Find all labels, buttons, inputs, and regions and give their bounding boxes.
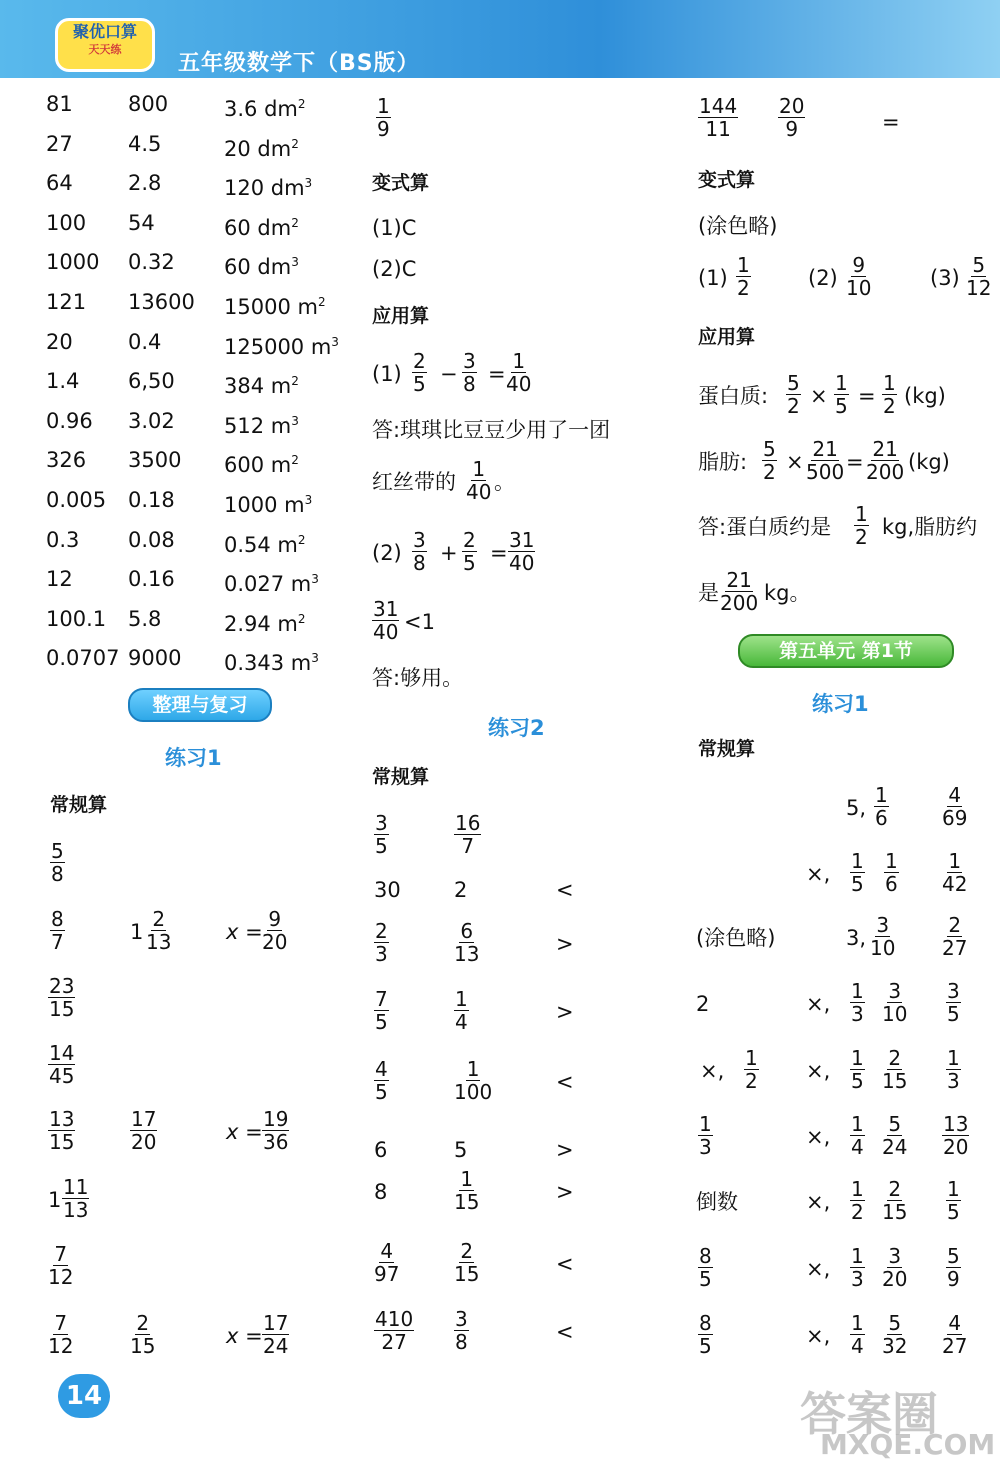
fraction: 8 7	[51, 907, 64, 954]
fraction: 1 100	[454, 1057, 493, 1104]
table-cell: 20	[46, 329, 73, 354]
equation-label: x =	[226, 1324, 263, 1348]
unit-exponent: 2	[291, 453, 299, 468]
exercise-title: 练习1	[165, 746, 222, 770]
unit-value: 20 dm	[224, 136, 292, 161]
unit-value: 600 m	[224, 453, 292, 478]
table-cell: 0.96	[46, 408, 93, 433]
answer-text: 答:够用。	[372, 666, 464, 690]
brand-logo	[55, 18, 155, 72]
table-cell: 1000	[46, 250, 100, 275]
fraction: 21 500	[806, 437, 845, 484]
section-label: 常规算	[698, 738, 756, 760]
fraction: 1 40	[466, 457, 492, 504]
table-cell: 100.1	[46, 606, 107, 631]
item-number: (1)	[372, 362, 402, 386]
table-cell-unit	[224, 607, 306, 636]
number-cell: 6	[374, 1138, 388, 1162]
answer-text: ×,	[806, 862, 831, 886]
equation-label: x =	[226, 1120, 263, 1144]
fraction: 1 42	[942, 849, 968, 896]
fraction: 5 2	[787, 371, 800, 418]
table-cell: 0.16	[128, 567, 175, 592]
answer-text: kg。	[764, 581, 811, 605]
table-cell: 12	[46, 567, 73, 592]
number-cell: 30	[374, 878, 401, 902]
table-cell: 0.0707	[46, 646, 120, 671]
item-number: (2)	[372, 541, 402, 565]
table-cell: 3.02	[128, 408, 175, 433]
fraction: 31 40	[509, 528, 535, 575]
unit-exponent: 2	[297, 532, 306, 547]
unit-value: 60 dm	[224, 255, 292, 280]
unit-value: 384 m	[224, 374, 292, 399]
fraction: 1 6	[885, 849, 898, 896]
table-cell: 121	[46, 290, 87, 314]
fraction: 7 12	[48, 1242, 74, 1289]
table-cell: 0.08	[128, 527, 175, 552]
unit-exponent: 3	[291, 255, 299, 270]
table-cell: 0.32	[128, 250, 175, 275]
fraction: 20 9	[779, 94, 805, 141]
table-cell: 1.4	[46, 369, 80, 394]
operator: +	[440, 541, 458, 565]
unit-exponent: 3	[304, 493, 313, 507]
fraction: 2 5	[463, 528, 476, 575]
fraction: 5 32	[882, 1311, 908, 1358]
fraction: 1 4	[455, 987, 468, 1034]
table-cell: 27	[46, 131, 73, 156]
table-cell: 100	[46, 210, 87, 235]
operator: −	[440, 362, 458, 386]
number-cell: 2	[454, 878, 468, 902]
answer-text: ×,	[806, 1324, 831, 1348]
answer-text: ×,	[806, 1125, 831, 1149]
unit-value: 1000 m	[224, 493, 305, 517]
fraction: 3 10	[870, 913, 896, 960]
table-cell-unit	[224, 409, 299, 438]
unit-value: 0.027 m	[224, 572, 312, 597]
fraction: 3 8	[463, 349, 476, 396]
unit-exponent: 3	[304, 176, 313, 191]
unit-value: 15000 m	[224, 295, 318, 319]
fraction: 21 200	[720, 568, 759, 615]
table-cell-unit	[224, 171, 312, 200]
fraction: 13 15	[49, 1107, 75, 1154]
watermark-url: MXQE.COM	[820, 1428, 996, 1461]
operator: =	[846, 450, 864, 474]
table-cell-unit	[224, 528, 306, 557]
fraction: 13 20	[943, 1112, 969, 1159]
comparison-sign: <	[556, 1070, 574, 1094]
unit-exponent: 3	[311, 572, 319, 587]
fraction: 4 97	[374, 1239, 400, 1286]
answer-text: 倒数	[696, 1190, 738, 1214]
table-cell: 13600	[128, 290, 195, 314]
section-pill-unit: 第五单元 第1节	[738, 634, 954, 668]
fraction: 17 20	[131, 1107, 157, 1154]
fraction: 6 13	[454, 919, 480, 966]
unit-value: 512 m	[224, 413, 292, 438]
number-cell: 5	[454, 1138, 468, 1162]
fraction: 21 200	[866, 437, 905, 484]
answer-text: 。	[494, 470, 515, 494]
fraction: 2 15	[454, 1239, 480, 1286]
fraction: 1 2	[851, 1177, 864, 1224]
fraction: 2 15	[130, 1311, 156, 1358]
table-cell-unit	[224, 330, 339, 359]
fraction: 8 5	[699, 1311, 712, 1358]
fraction: 8 5	[699, 1244, 712, 1291]
answer-text: 是	[698, 581, 719, 605]
fraction: 1 9	[377, 94, 390, 141]
watermark-text: 答案圈	[800, 1387, 938, 1441]
fraction: 16 7	[455, 811, 481, 858]
fraction: 3 10	[882, 979, 908, 1026]
unit-value: 60 dm	[224, 215, 292, 240]
fraction: 144 11	[699, 94, 738, 141]
fraction: 1 3	[947, 1046, 960, 1093]
fraction: 4 69	[942, 783, 968, 830]
table-cell: 5.8	[128, 606, 162, 631]
fraction: 2 13	[146, 907, 172, 954]
answer-text: (2)C	[372, 257, 417, 281]
fraction: 7 12	[48, 1311, 74, 1358]
table-cell: 54	[128, 210, 155, 235]
whole-number: 1	[48, 1188, 62, 1212]
item-number: (3)	[930, 266, 960, 290]
unit-value: 0.54 m	[224, 532, 298, 557]
fraction: 1 5	[947, 1177, 960, 1224]
answer-text: (涂色略)	[696, 926, 776, 950]
table-cell: 0.005	[46, 488, 107, 512]
fraction: 17 24	[263, 1311, 289, 1358]
fraction: 31 40	[373, 597, 399, 644]
answer-text: 蛋白质:	[698, 384, 769, 408]
answer-text: 2	[696, 992, 710, 1016]
table-cell: 9000	[128, 646, 182, 671]
section-label: 变式算	[698, 169, 756, 191]
table-cell: 3500	[128, 448, 182, 473]
fraction: 23 15	[49, 974, 75, 1021]
table-cell: 4.5	[128, 131, 162, 156]
table-cell-unit	[224, 646, 319, 675]
answer-text: 答:蛋白质约是	[698, 515, 832, 539]
comparison-sign: >	[556, 1000, 574, 1024]
answer-text: ×,	[806, 992, 831, 1016]
logo-line2: 天天练	[88, 43, 122, 56]
fraction: 3 20	[882, 1244, 908, 1291]
operator: ×	[786, 450, 804, 474]
answer-text: 3,	[846, 926, 867, 950]
answer-text: 脂肪:	[698, 450, 748, 474]
fraction: 5 9	[947, 1244, 960, 1291]
unit-exponent: 2	[291, 215, 299, 230]
table-cell-unit	[224, 290, 326, 319]
fraction: 1 4	[851, 1112, 864, 1159]
table-cell-unit	[224, 448, 299, 477]
answer-text: ×,	[806, 1059, 831, 1083]
table-cell-unit	[224, 250, 299, 279]
table-cell-unit	[224, 211, 299, 240]
fraction: 14 45	[49, 1041, 75, 1088]
answer-text: ×,	[806, 1257, 831, 1281]
fraction: 2 3	[375, 919, 388, 966]
fraction: 5 8	[51, 839, 64, 886]
whole-number: 1	[130, 920, 144, 944]
comparison-sign: >	[556, 1180, 574, 1204]
unit-exponent: 3	[311, 651, 319, 666]
section-label: 应用算	[372, 305, 430, 327]
fraction: 1 2	[745, 1046, 758, 1093]
fraction: 1 2	[737, 253, 750, 300]
answer-text: 5,	[846, 796, 867, 820]
fraction: 2 15	[882, 1046, 908, 1093]
fraction: 4 27	[942, 1311, 968, 1358]
table-cell-unit	[224, 567, 319, 596]
fraction: 1 40	[506, 349, 532, 396]
fraction: 3 5	[947, 979, 960, 1026]
comparison-sign: >	[556, 932, 574, 956]
unit-text: (kg)	[904, 384, 946, 408]
table-cell-unit	[224, 369, 299, 398]
fraction: 1 3	[699, 1112, 712, 1159]
fraction: 1 15	[454, 1167, 480, 1214]
fraction: 5 12	[966, 253, 992, 300]
operator: =	[882, 110, 900, 134]
comparison-sign: >	[556, 1138, 574, 1162]
answer-text: ×,	[806, 1190, 831, 1214]
unit-exponent: 2	[291, 136, 299, 151]
unit-exponent: 2	[291, 374, 299, 389]
unit-value: 120 dm	[224, 176, 305, 201]
table-cell: 81	[46, 92, 73, 116]
fraction: 2 5	[413, 349, 426, 396]
table-cell-unit	[224, 92, 306, 121]
fraction: 3 5	[375, 811, 388, 858]
fraction: 9 20	[262, 907, 288, 954]
item-number: (1)	[698, 266, 728, 290]
fraction: 11 13	[63, 1175, 89, 1222]
answer-text: kg,脂肪约	[882, 515, 978, 539]
unit-value: 125000 m	[224, 334, 332, 359]
fraction: 1 6	[875, 783, 888, 830]
unit-exponent: 2	[297, 611, 306, 626]
operator: =	[490, 541, 508, 565]
table-cell: 2.8	[128, 171, 162, 196]
fraction: 1 2	[883, 371, 896, 418]
table-cell: 64	[46, 171, 73, 196]
page-number: 14	[58, 1374, 110, 1418]
fraction: 410 27	[375, 1307, 414, 1354]
operator: =	[858, 384, 876, 408]
fraction: 19 36	[263, 1107, 289, 1154]
fraction: 9 10	[846, 253, 872, 300]
comparison-sign: <	[556, 1252, 574, 1276]
table-cell: 326	[46, 448, 87, 473]
fraction: 3 8	[413, 528, 426, 575]
exercise-title: 练习2	[488, 716, 545, 740]
fraction: 1 2	[855, 502, 868, 549]
fraction: 4 5	[375, 1057, 388, 1104]
unit-text: (kg)	[908, 450, 950, 474]
number-cell: 8	[374, 1180, 388, 1204]
answer-text: 答:琪琪比豆豆少用了一团	[372, 418, 611, 442]
fraction: 1 5	[835, 371, 848, 418]
fraction: 1 3	[851, 1244, 864, 1291]
fraction: 1 5	[851, 849, 864, 896]
table-cell-unit	[224, 488, 312, 517]
fraction: 2 15	[882, 1177, 908, 1224]
unit-value: 0.343 m	[224, 651, 312, 676]
comparison-sign: <	[556, 1320, 574, 1344]
fraction: 1 3	[851, 979, 864, 1026]
answer-text: (涂色略)	[698, 214, 778, 238]
section-label: 常规算	[50, 794, 108, 816]
answer-text: (1)C	[372, 216, 417, 240]
section-label: 变式算	[372, 172, 430, 194]
table-cell: 800	[128, 92, 169, 116]
fraction: 1 5	[851, 1046, 864, 1093]
item-number: (2)	[808, 266, 838, 290]
unit-exponent: 3	[291, 413, 299, 428]
section-label: 常规算	[372, 766, 430, 788]
operator: ×	[810, 384, 828, 408]
comparison-sign: <	[556, 878, 574, 902]
table-cell-unit	[224, 132, 299, 161]
exercise-title: 练习1	[812, 692, 869, 716]
answer-text: ×,	[700, 1059, 725, 1083]
table-cell: 0.4	[128, 329, 162, 354]
fraction: 3 8	[455, 1307, 468, 1354]
answer-text: 红丝带的	[372, 470, 456, 494]
unit-exponent: 3	[331, 334, 339, 349]
fraction: 5 24	[882, 1112, 908, 1159]
section-pill-review: 整理与复习	[128, 688, 272, 722]
unit-exponent: 2	[317, 295, 326, 309]
table-cell: 6,50	[128, 369, 175, 394]
page-header	[0, 0, 1000, 78]
unit-exponent: 2	[297, 97, 306, 111]
unit-value: 3.6 dm	[224, 97, 298, 121]
operator: =	[488, 362, 506, 386]
fraction: 1 4	[851, 1311, 864, 1358]
logo-line1: 聚优口算	[72, 22, 137, 41]
comparison-text: <1	[404, 610, 435, 634]
table-cell: 0.3	[46, 527, 80, 552]
fraction: 2 27	[942, 913, 968, 960]
book-title: 五年级数学下（BS版）	[178, 51, 420, 76]
unit-value: 2.94 m	[224, 611, 298, 636]
fraction: 5 2	[763, 437, 776, 484]
table-cell: 0.18	[128, 488, 175, 512]
fraction: 7 5	[375, 987, 388, 1034]
equation-label: x =	[226, 920, 263, 944]
section-label: 应用算	[698, 326, 756, 348]
